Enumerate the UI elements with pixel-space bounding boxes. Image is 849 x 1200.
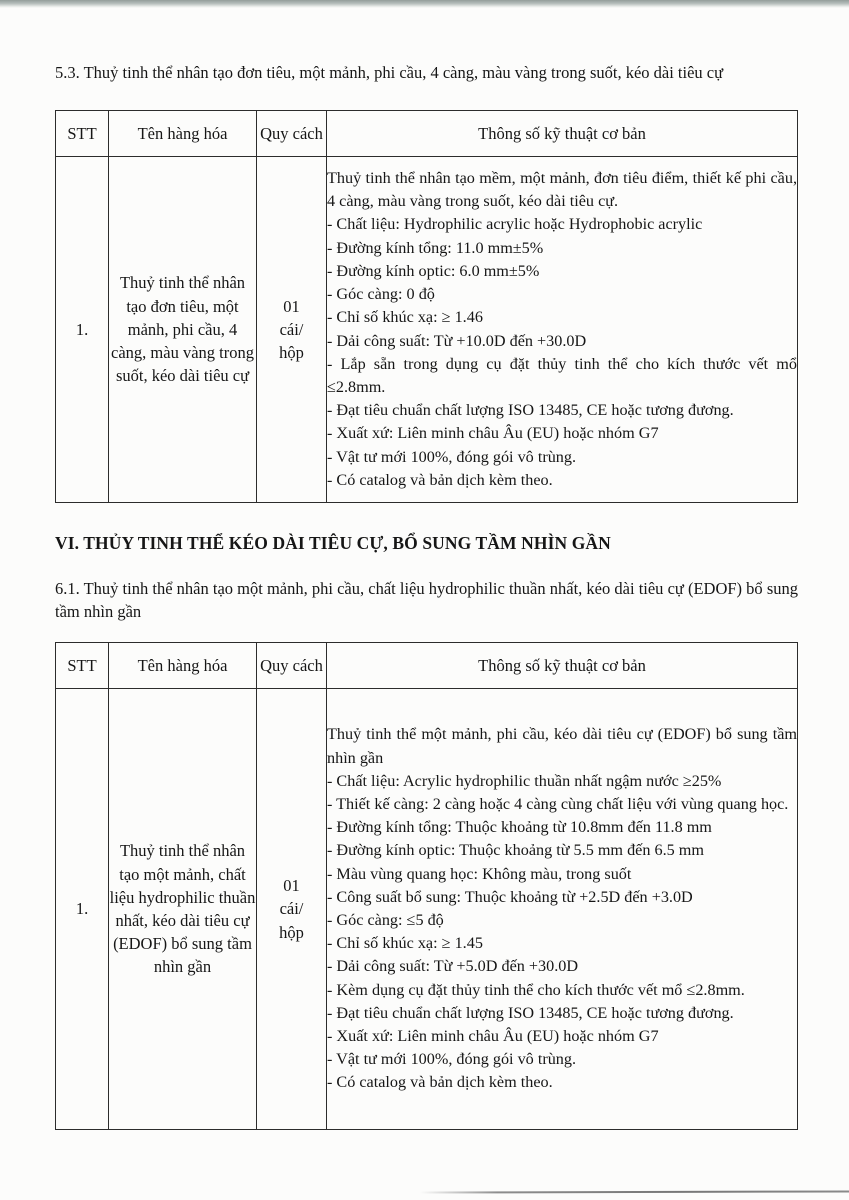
table-header-row (56, 111, 798, 157)
spec-line: - Vật tư mới 100%, đóng gói vô trùng. (327, 447, 577, 466)
spec-line: - Góc càng: 0 độ (327, 285, 435, 304)
spec-line: - Chỉ số khúc xạ: ≥ 1.46 (327, 308, 483, 327)
column-header-quy-cach: Quy cách (257, 643, 327, 689)
quantity-line: cái/ (279, 899, 304, 919)
spec-line: - Chất liệu: Acrylic hydrophilic thuần nhất ngậm nước ≥25% (327, 771, 722, 790)
quantity-line: 01 (283, 296, 300, 316)
table-section-5-3 (55, 110, 798, 503)
column-header-thong-so: Thông số kỹ thuật cơ bản (327, 111, 798, 157)
spec-line: - Thiết kế càng: 2 càng hoặc 4 càng cùng chất liệu với vùng quang học. (327, 794, 789, 813)
scan-artifact-bottom-line (420, 1190, 849, 1193)
cell-tech-specs (327, 157, 798, 503)
spec-line: - Màu vùng quang học: Không màu, trong suốt (327, 864, 632, 883)
spec-line: - Vật tư mới 100%, đóng gói vô trùng. (327, 1050, 577, 1069)
spec-line: - Xuất xứ: Liên minh châu Âu (EU) hoặc nhóm G7 (327, 1027, 659, 1046)
spec-line: - Xuất xứ: Liên minh châu Âu (EU) hoặc nhóm G7 (327, 424, 659, 443)
spec-line: - Có catalog và bản dịch kèm theo. (327, 470, 553, 489)
quantity-line: hộp (279, 343, 304, 363)
quantity-line: cái/ (279, 319, 304, 339)
section-5-3-heading: 5.3. Thuỷ tinh thể nhân tạo đơn tiêu, một mảnh, phi cầu, 4 càng, màu vàng trong suốt, kéo dài tiêu cự (55, 63, 724, 82)
cell-quantity (257, 157, 327, 503)
spec-line: Thuỷ tinh thể một mảnh, phi cầu, kéo dài tiêu cự (EDOF) bổ sung tầm nhìn gần (327, 725, 797, 767)
spec-line: - Lắp sẵn trong dụng cụ đặt thủy tinh thể cho kích thước vết mổ ≤2.8mm. (327, 354, 797, 396)
cell-quantity (257, 689, 327, 1130)
column-header-quy-cach: Quy cách (257, 111, 327, 157)
spec-line: - Đường kính tổng: 11.0 mm±5% (327, 238, 544, 257)
column-header-stt: STT (56, 111, 109, 157)
spec-line: - Chỉ số khúc xạ: ≥ 1.45 (327, 934, 483, 953)
quantity-line: hộp (279, 922, 304, 942)
spec-line: Thuỷ tinh thể nhân tạo mềm, một mảnh, đơn tiêu điểm, thiết kế phi cầu, 4 càng, màu vàng trong suốt, kéo dài tiêu cự. (327, 169, 797, 211)
spec-line: - Đường kính tổng: Thuộc khoảng từ 10.8mm đến 11.8 mm (327, 818, 712, 837)
spec-line: - Dải công suất: Từ +10.0D đến +30.0D (327, 331, 587, 350)
spec-line: - Góc càng: ≤5 độ (327, 911, 444, 929)
section-6-1-heading: 6.1. Thuỷ tinh thể nhân tạo một mảnh, phi cầu, chất liệu hydrophilic thuần nhất, kéo dài tiêu cự (EDOF) bổ sung tầm nhìn gần (55, 579, 798, 621)
spec-line: - Dải công suất: Từ +5.0D đến +30.0D (327, 957, 579, 976)
cell-stt: 1. (56, 689, 109, 1130)
section-vi-heading: VI. THỦY TINH THỂ KÉO DÀI TIÊU CỰ, BỔ SUNG TẦM NHÌN GẦN (55, 533, 611, 553)
spec-line: - Công suất bổ sung: Thuộc khoảng từ +2.5D đến +3.0D (327, 887, 693, 906)
spec-line: - Có catalog và bản dịch kèm theo. (327, 1073, 553, 1092)
spec-line: - Chất liệu: Hydrophilic acrylic hoặc Hydrophobic acrylic (327, 215, 703, 234)
column-header-ten-hang-hoa: Tên hàng hóa (109, 111, 257, 157)
spec-line: - Đường kính optic: Thuộc khoảng từ 5.5 mm đến 6.5 mm (327, 841, 704, 860)
cell-stt: 1. (56, 157, 109, 503)
spec-line: - Kèm dụng cụ đặt thủy tinh thể cho kích thước vết mổ ≤2.8mm. (327, 980, 745, 999)
column-header-thong-so: Thông số kỹ thuật cơ bản (327, 643, 798, 689)
spec-line: - Đường kính optic: 6.0 mm±5% (327, 261, 540, 280)
spec-line: - Đạt tiêu chuẩn chất lượng ISO 13485, CE hoặc tương đương. (327, 401, 734, 420)
column-header-ten-hang-hoa: Tên hàng hóa (109, 643, 257, 689)
table-section-6-1 (55, 642, 798, 1130)
cell-product-name: Thuỷ tinh thể nhân tạo đơn tiêu, một mảnh, phi cầu, 4 càng, màu vàng trong suốt, kéo dài tiêu cự (109, 157, 257, 503)
table-header-row (56, 643, 798, 689)
table-row (56, 689, 798, 1130)
cell-product-name: Thuỷ tinh thể nhân tạo một mảnh, chất liệu hydrophilic thuần nhất, kéo dài tiêu cự (EDOF) bổ sung tầm nhìn gần (109, 689, 257, 1130)
cell-tech-specs (327, 689, 798, 1130)
quantity-line: 01 (283, 876, 300, 896)
spec-line: - Đạt tiêu chuẩn chất lượng ISO 13485, CE hoặc tương đương. (327, 1003, 734, 1022)
table-row (56, 157, 798, 503)
column-header-stt: STT (56, 643, 109, 689)
